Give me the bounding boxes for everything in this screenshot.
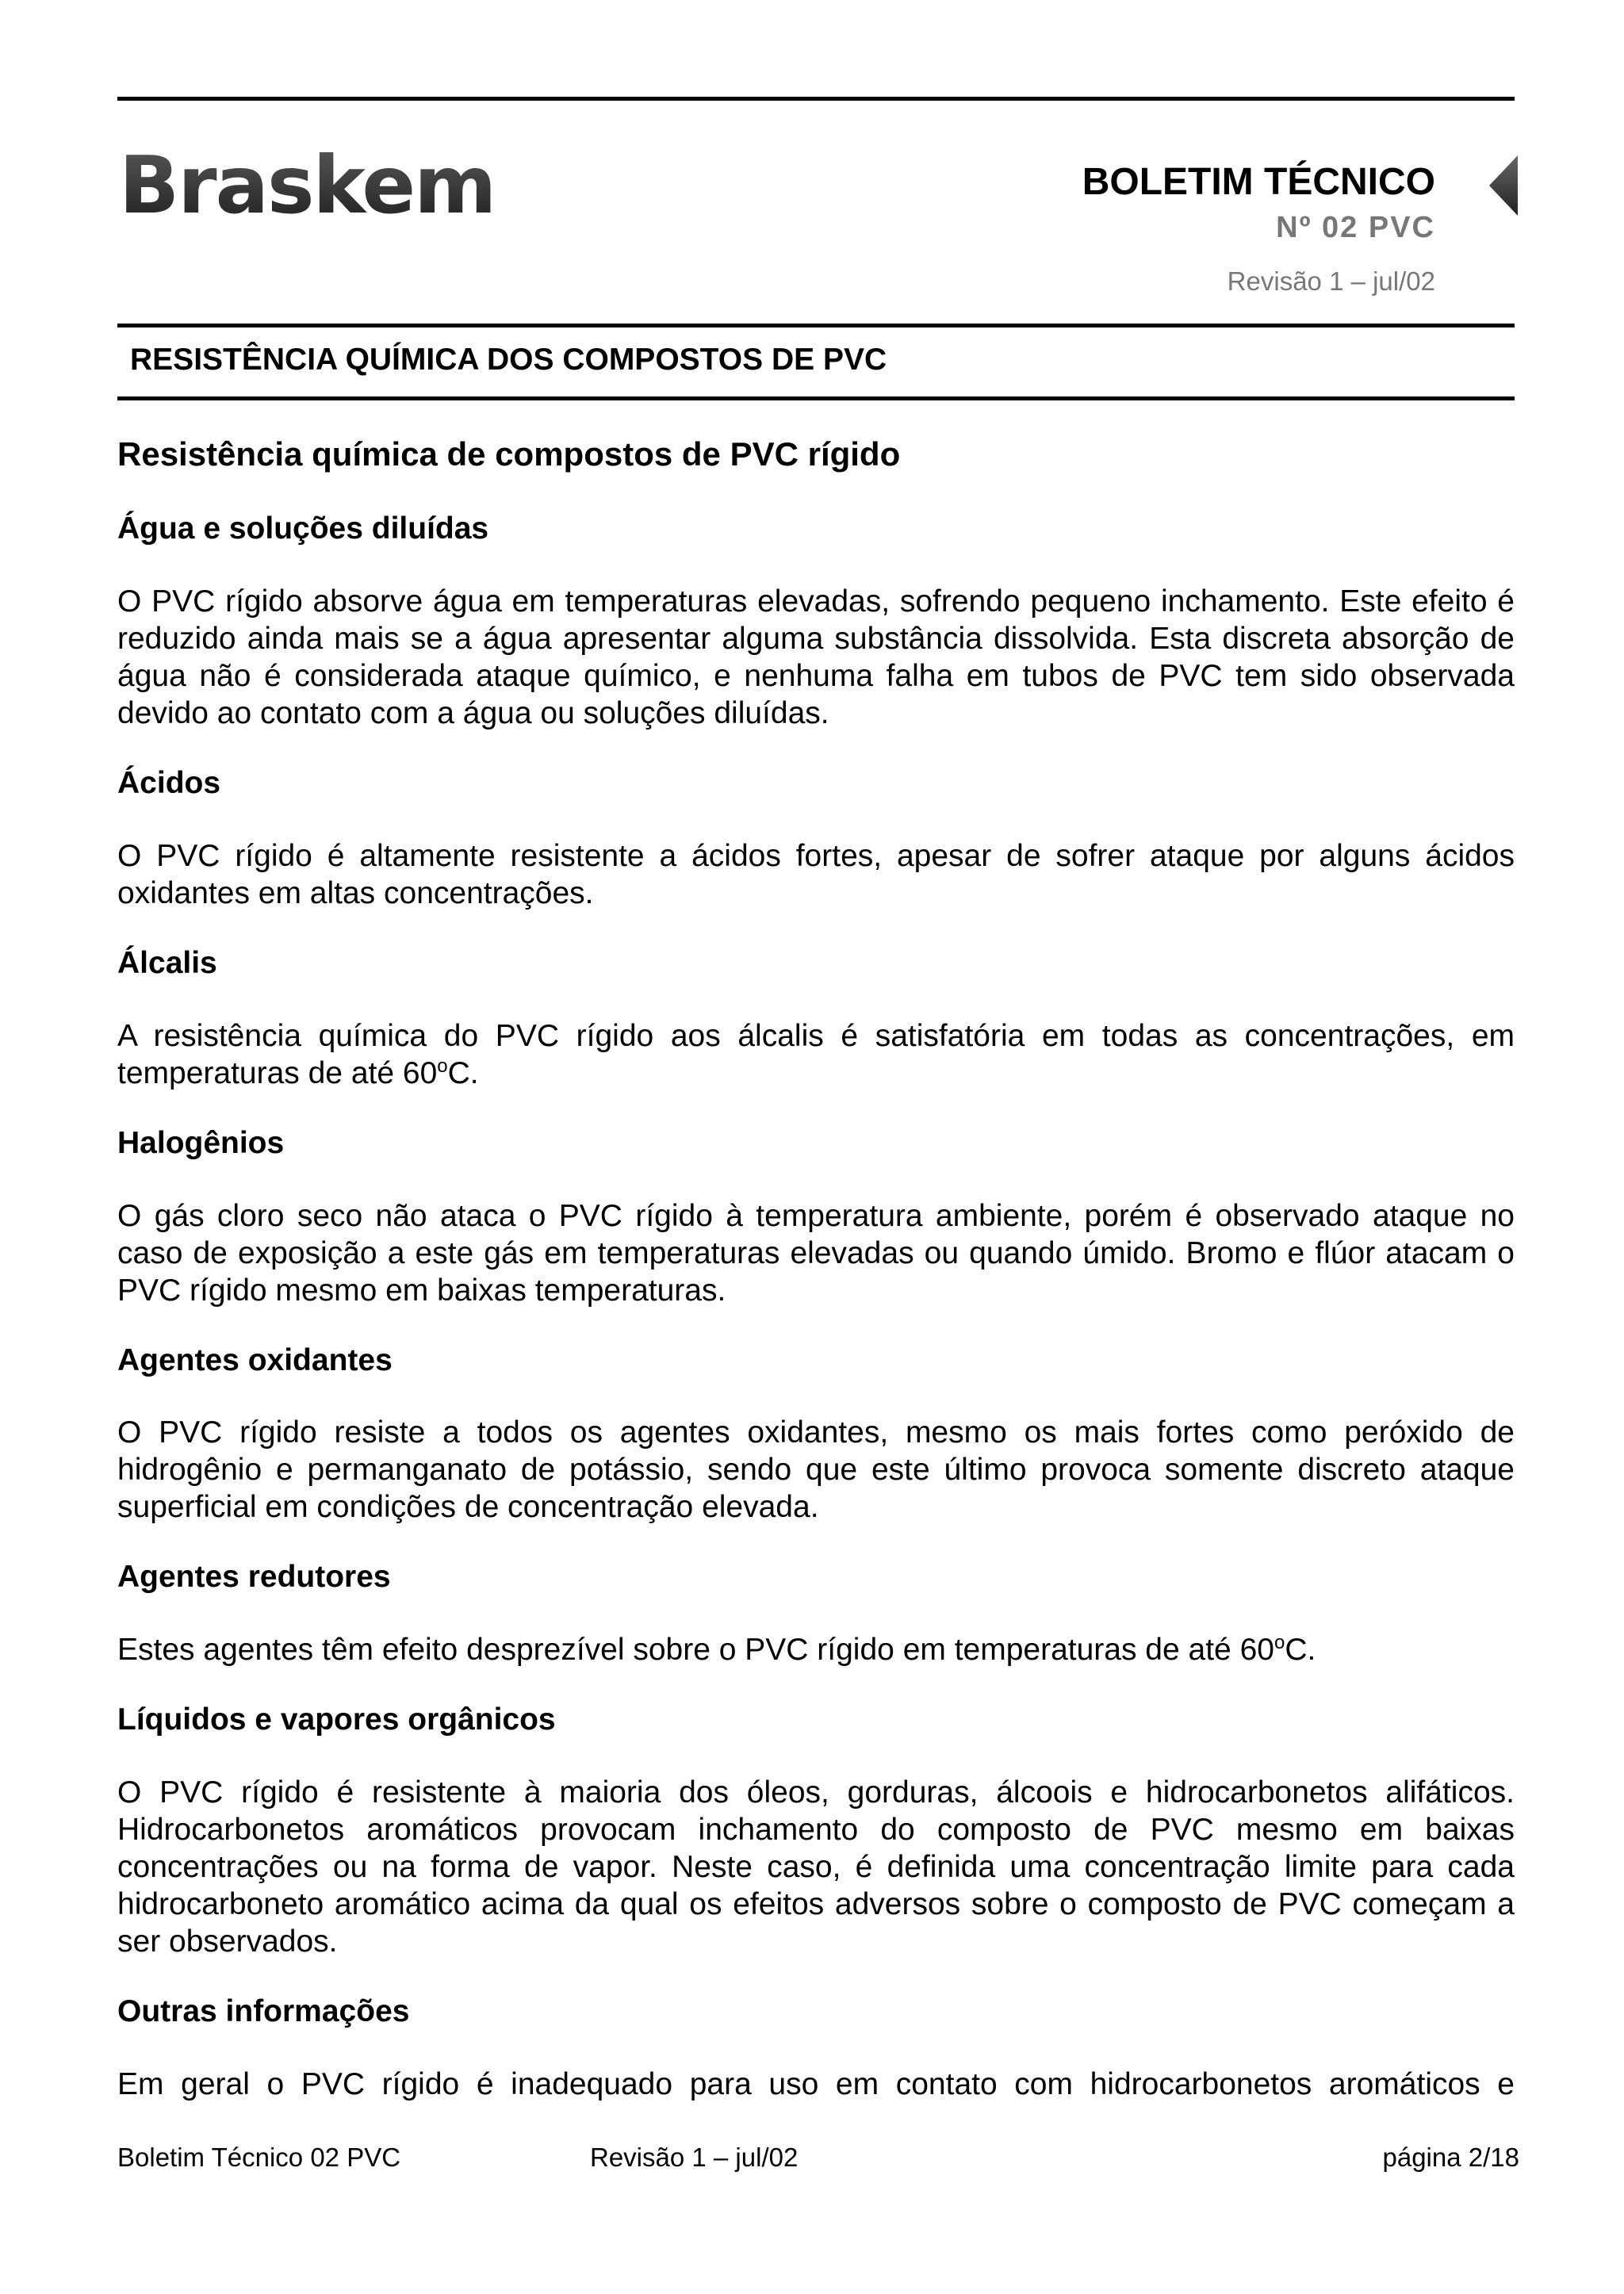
paragraph: Em geral o PVC rígido é inadequado para uso em contato com hidrocarbonetos aromáticos e xyxy=(117,2066,1515,2101)
paragraph: A resistência química do PVC rígido aos álcalis é satisfatória em todas as concentrações, em temperaturas de até 60$^o$C. xyxy=(117,1018,1515,1090)
bulletin-title: BOLETIM TÉCNICO xyxy=(1082,161,1435,203)
footer-page-number: página 2/18 xyxy=(1382,2143,1519,2172)
section-title: RESISTÊNCIA QUÍMICA DOS COMPOSTOS DE PVC xyxy=(130,343,887,377)
subsection-heading: Halogênios xyxy=(117,1125,285,1160)
main-heading: Resistência química de compostos de PVC rígido xyxy=(117,435,901,473)
subsection-heading: Outras informações xyxy=(117,1993,410,2028)
document-body xyxy=(117,435,1515,2136)
section-rule-top xyxy=(117,324,1515,327)
paragraph: O PVC rígido é altamente resistente a ácidos fortes, apesar de sofrer ataque por alguns ácidos oxidantes em altas concentrações. xyxy=(117,838,1515,910)
paragraph: Estes agentes têm efeito desprezível sobre o PVC rígido em temperaturas de até 60$^o$C. xyxy=(117,1632,1316,1668)
subsection-heading: Líquidos e vapores orgânicos xyxy=(117,1702,556,1737)
triangle-left-icon xyxy=(1489,155,1518,216)
top-rule xyxy=(117,97,1515,101)
paragraph: O gás cloro seco não ataca o PVC rígido à temperatura ambiente, porém é observado ataque no caso de exposição a este gás em temperaturas elevadas ou quando úmido. Bromo e flúor atacam o PVC rígido mesmo em baixas temperaturas. xyxy=(117,1198,1515,1308)
subsection-heading: Agentes redutores xyxy=(117,1560,391,1595)
braskem-logo xyxy=(119,140,563,227)
paragraph: O PVC rígido é resistente à maioria dos óleos, gorduras, álcoois e hidrocarbonetos alifáticos. Hidrocarbonetos aromáticos provocam inchamento do composto de PVC mesmo em baixas concentrações ou na forma de vapor. Neste caso, é definida uma concentração limite para cada hidrocarboneto aromático acima da qual os efeitos adversos sobre o composto de PVC começam a ser observados. xyxy=(117,1775,1515,1959)
svg-text:Braskem: Braskem xyxy=(119,140,496,227)
paragraph: O PVC rígido resiste a todos os agentes oxidantes, mesmo os mais fortes como peróxido de hidrogênio e permanganato de potássio, sendo que este último provoca somente discreto ataque superficial em condições de concentração elevada. xyxy=(117,1415,1515,1525)
subsection-heading: Água e soluções diluídas xyxy=(117,511,489,546)
subsection-heading: Ácidos xyxy=(117,766,221,801)
section-rule-bottom xyxy=(117,396,1515,400)
footer-revision: Revisão 1 – jul/02 xyxy=(590,2143,799,2172)
footer-doc-name: Boletim Técnico 02 PVC xyxy=(117,2143,401,2172)
subsection-heading: Agentes oxidantes xyxy=(117,1342,393,1377)
paragraph: O PVC rígido absorve água em temperaturas elevadas, sofrendo pequeno inchamento. Este efeito é reduzido ainda mais se a água apresentar alguma substância dissolvida. Esta discreta absorção de água não é considerada ataque químico, e nenhuma falha em tubos de PVC tem sido observada devido ao contato com a água ou soluções diluídas. xyxy=(117,584,1515,731)
header-revision: Revisão 1 – jul/02 xyxy=(1227,266,1435,296)
bulletin-number: Nº 02 PVC xyxy=(1276,211,1435,244)
subsection-heading: Álcalis xyxy=(117,945,217,980)
